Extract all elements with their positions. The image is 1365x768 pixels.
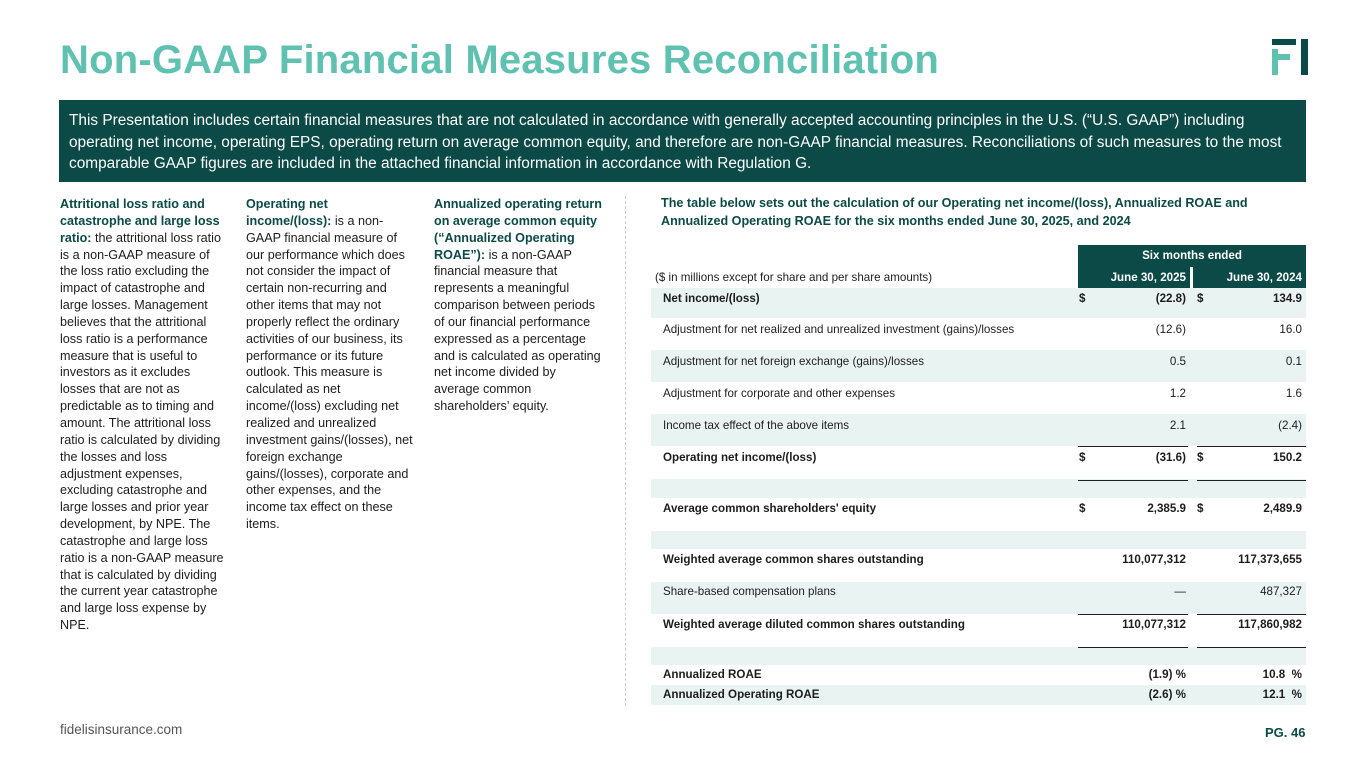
definition-operating-net-income — [246, 196, 414, 533]
table-row-diluted-shares — [651, 615, 1306, 647]
disclaimer-banner: This Presentation includes certain financial measures that are not calculated in accordance with generally accepted accounting principles in the U.S. (“U.S. GAAP”) including operating net income, operating EPS, operating return on average common equity, and therefore are non-GAAP financial measures. Reconciliations of such measures to the most comparable GAAP figures are included in the attached financial information in accordance with Regulation G. — [59, 100, 1306, 182]
total-rule — [1197, 647, 1306, 648]
value-2024: 150.2 — [1272, 451, 1302, 464]
row-label: Annualized Operating ROAE — [663, 688, 820, 701]
value-2024: 10.8 % — [1262, 668, 1302, 681]
total-rule — [1078, 480, 1188, 481]
definition-annualized-operating-roae — [434, 196, 604, 415]
value-2024: (2.4) — [1278, 419, 1302, 432]
fidelis-logo-icon — [1271, 38, 1309, 76]
value-2025: (12.6) — [1155, 323, 1186, 336]
value-2024: 2,489.9 — [1263, 502, 1302, 515]
footer-website-link[interactable]: fidelisinsurance.com — [60, 722, 183, 737]
table-row-investment-adjustment — [651, 318, 1306, 350]
row-label: Adjustment for net realized and unrealized investment (gains)/losses — [663, 323, 1015, 336]
value-2024: 1.6 — [1285, 387, 1302, 400]
table-row-operating-net-income — [651, 447, 1306, 479]
table-row-annualized-roae — [651, 665, 1306, 685]
column-header-2024: June 30, 2024 — [1193, 267, 1306, 288]
units-label: ($ in millions except for share and per share amounts) — [655, 271, 933, 284]
column-divider — [625, 196, 626, 706]
period-header: Six months ended — [1078, 245, 1306, 267]
row-label: Share-based compensation plans — [663, 585, 836, 598]
value-2024: 16.0 — [1279, 323, 1302, 336]
value-2024: 0.1 — [1285, 355, 1302, 368]
value-2025: 110,077,312 — [1122, 553, 1186, 566]
currency-symbol: $ — [1197, 451, 1204, 464]
row-label: Income tax effect of the above items — [663, 419, 850, 432]
value-2024: 487,327 — [1260, 585, 1302, 598]
page-title: Non-GAAP Financial Measures Reconciliation — [60, 38, 939, 82]
value-2024: 117,860,982 — [1238, 618, 1302, 631]
value-2024: 12.1 % — [1262, 688, 1302, 701]
page-number: PG. 46 — [1265, 725, 1306, 740]
definition-text: is a non-GAAP financial measure that represents a meaningful comparison between periods of our financial performance expressed as a percentage and is calculated as operating net income divided by average common shareholders’ equity. — [434, 247, 601, 414]
value-2025: (2.6) % — [1148, 688, 1186, 701]
currency-symbol: $ — [1079, 451, 1086, 464]
value-2025: 0.5 — [1169, 355, 1186, 368]
currency-symbol: $ — [1197, 502, 1204, 515]
table-spacer-row — [651, 479, 1306, 498]
definition-term: Operating net income/(loss): — [246, 197, 332, 228]
definition-text: is a non-GAAP financial measure of our performance which does not consider the impact of certain non-recurring and other items that may not properly reflect the ordinary activities of our business, its performance or its future outlook. This measure is calculated as net income/(loss) excluding net realized and unrealized investment gains/(losses), net foreign exchange gains/(losses), corporate and other expenses, and the income tax effect on these items. — [246, 213, 413, 532]
row-label: Net income/(loss) — [663, 292, 760, 305]
row-label: Adjustment for net foreign exchange (gains)/losses — [663, 355, 925, 368]
value-2025: (1.9) % — [1148, 668, 1186, 681]
table-row-tax-effect — [651, 414, 1306, 446]
row-label: Annualized ROAE — [663, 668, 762, 681]
value-2024: 117,373,655 — [1238, 553, 1302, 566]
value-2025: — — [1174, 585, 1186, 598]
table-row-corporate-adjustment — [651, 382, 1306, 414]
table-row-net-income — [651, 288, 1306, 318]
table-row-average-equity — [651, 498, 1306, 531]
row-label: Weighted average common shares outstanding — [663, 553, 924, 566]
table-spacer-row — [651, 647, 1306, 665]
column-header-2025: June 30, 2025 — [1078, 267, 1190, 288]
currency-symbol: $ — [1079, 292, 1086, 305]
table-row-annualized-operating-roae — [651, 685, 1306, 705]
table-row-share-based-comp — [651, 582, 1306, 614]
value-2024: 134.9 — [1272, 292, 1302, 305]
row-label: Operating net income/(loss) — [663, 451, 817, 464]
value-2025: (31.6) — [1155, 451, 1186, 464]
value-2025: (22.8) — [1155, 292, 1186, 305]
definition-term: Attritional loss ratio and catastrophe and large loss ratio: — [60, 197, 220, 245]
total-rule — [1078, 647, 1188, 648]
table-row-weighted-shares — [651, 549, 1306, 582]
currency-symbol: $ — [1197, 292, 1204, 305]
value-2025: 2,385.9 — [1147, 502, 1186, 515]
currency-symbol: $ — [1079, 502, 1086, 515]
definition-term: Annualized operating return on average common equity (“Annualized Operating ROAE”): — [434, 197, 602, 262]
row-label: Average common shareholders' equity — [663, 502, 877, 515]
table-spacer-row — [651, 531, 1306, 549]
table-row-fx-adjustment — [651, 350, 1306, 382]
value-2025: 110,077,312 — [1122, 618, 1186, 631]
definition-text: the attritional loss ratio is a non-GAAP measure of the loss ratio excluding the impact of catastrophe and large losses. Management believes that the attritional loss ratio is a performance measure that is useful to investors as it excludes losses that are not as predictable as to timing and amount. The attritional loss ratio is calculated by dividing the losses and loss adjustment expenses, excluding catastrophe and large losses and prior year development, by NPE. The catastrophe and large loss ratio is a non-GAAP measure that is calculated by dividing the current year catastrophe and large loss expense by NPE. — [60, 230, 224, 633]
definition-attritional-loss-ratio — [60, 196, 228, 634]
row-label: Adjustment for corporate and other expenses — [663, 387, 896, 400]
value-2025: 2.1 — [1169, 419, 1186, 432]
row-label: Weighted average diluted common shares outstanding — [663, 618, 965, 631]
value-2025: 1.2 — [1169, 387, 1186, 400]
total-rule — [1197, 480, 1306, 481]
table-intro: The table below sets out the calculation of our Operating net income/(loss), Annualized ROAE and Annualized Operating ROAE for the six months ended June 30, 2025, and 2024 — [661, 196, 1248, 228]
